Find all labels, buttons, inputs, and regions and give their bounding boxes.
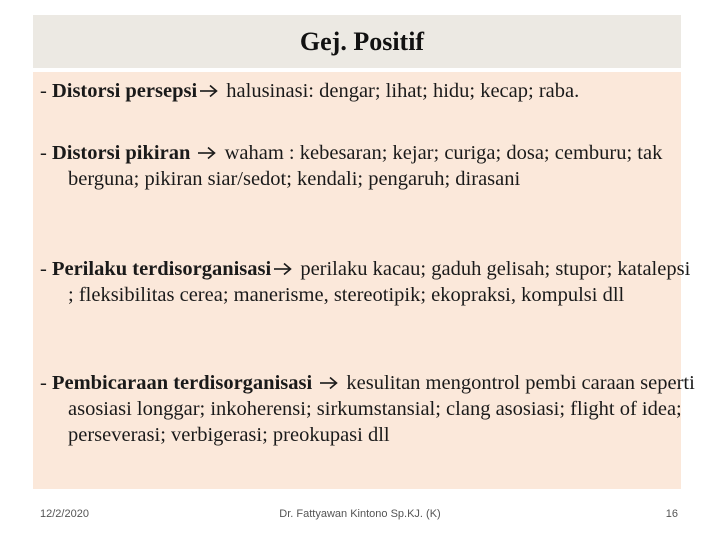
list-item [40, 78, 700, 104]
item-prefix: - [40, 372, 52, 394]
list-item [40, 370, 700, 448]
right-arrow-icon [199, 84, 219, 98]
list-item [40, 140, 700, 192]
item-prefix: - [40, 142, 52, 164]
item-term: Distorsi pikiran [51, 142, 196, 164]
title-bar [33, 15, 681, 68]
right-arrow-icon [197, 146, 217, 160]
item-text: kesulitan mengontrol pembi caraan seperti asosiasi longgar; inkoherensi; sirkumstansial; clang asosiasi; flight of idea; perseverasi; verbigerasi; preokupasi dll [68, 372, 695, 446]
list-item [40, 256, 700, 308]
item-text: waham : kebesaran; kejar; curiga; dosa; cemburu; tak berguna; pikiran siar/sedot; kendali; pengaruh; dirasani [68, 142, 663, 190]
footer-author: Dr. Fattyawan Kintono Sp.KJ. (K) [279, 508, 441, 520]
item-term: Perilaku terdisorganisasi [51, 258, 272, 280]
item-prefix: - [40, 80, 52, 102]
item-prefix: - [40, 258, 52, 280]
right-arrow-icon [273, 262, 293, 276]
right-arrow-icon [319, 376, 339, 390]
item-term: Distorsi persepsi [51, 80, 198, 102]
item-text: halusinasi: dengar; lihat; hidu; kecap; raba. [221, 80, 580, 102]
item-text: perilaku kacau; gaduh gelisah; stupor; katalepsi ; fleksibilitas cerea; manerisme, stereotipik; ekopraksi, kompulsi dll [68, 258, 691, 306]
item-term: Pembicaraan terdisorganisasi [51, 372, 318, 394]
page-number: 16 [665, 508, 678, 520]
footer-date: 12/2/2020 [40, 508, 89, 520]
content-box [33, 72, 695, 489]
slide-title: Gej. Positif [299, 26, 425, 56]
